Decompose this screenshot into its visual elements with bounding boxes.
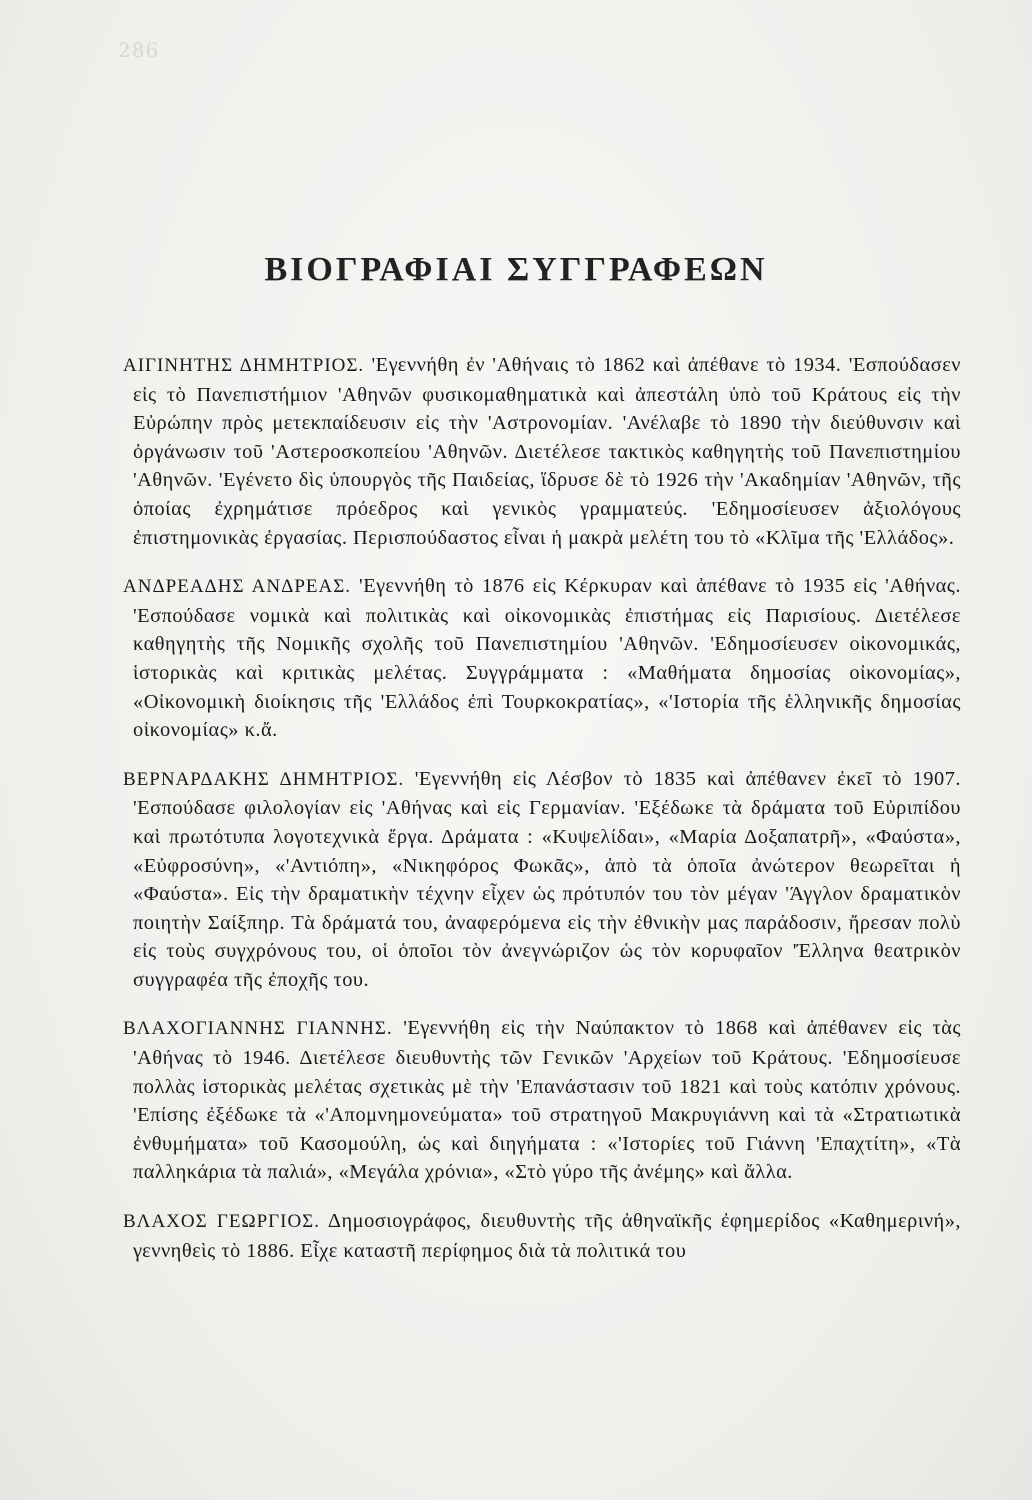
author-name: ΑΝΔΡΕΑΔΗΣ ΑΝΔΡΕΑΣ.	[123, 576, 352, 598]
page-title: ΒΙΟΓΡΑΦΙΑΙ ΣΥΓΓΡΑΦΕΩΝ	[264, 250, 768, 288]
author-name: ΒΕΡΝΑΡΔΑΚΗΣ ΔΗΜΗΤΡΙΟΣ.	[123, 768, 405, 790]
biography-entry	[123, 572, 961, 745]
biography-text: 'Εγεννήθη ἐν 'Αθήναις τὸ 1862 καὶ ἀπέθανε τὸ 1934. 'Εσπούδασεν εἰς τὸ Πανεπιστήμιον 'Αθηνῶν φυσικομαθηματικὰ καὶ ἀπεστάλη ὑπὸ τοῦ Κράτους εἰς τὴν Εὐρώπην πρὸς μετεκπαίδευσιν εἰς τὴν 'Αστρονομίαν. 'Ανέλαβε τὸ 1890 τὴν διεύθυνσιν καὶ ὀργάνωσιν τοῦ 'Αστεροσκοπείου 'Αθηνῶν. Διετέλεσε τακτικὸς καθηγητὴς τοῦ Πανεπιστημίου 'Αθηνῶν. 'Εγένετο δὶς ὑπουργὸς τῆς Παιδείας, ἵδρυσε δὲ τὸ 1926 τὴν 'Ακαδημίαν 'Αθηνῶν, τῆς ὁποίας ἐχρημάτισε πρόεδρος καὶ γενικὸς γραμματεύς. 'Εδημοσίευσεν ἀξιολόγους ἐπιστημονικὰς ἐργασίας. Περισπούδαστος εἶναι ἡ μακρὰ μελέτη του τὸ «Κλῖμα τῆς 'Ελλάδος».	[133, 354, 961, 549]
biography-text: 'Εγεννήθη εἰς τὴν Ναύπακτον τὸ 1868 καὶ ἀπέθανεν εἰς τὰς 'Αθήνας τὸ 1946. Διετέλεσε διευθυντὴς τῶν Γενικῶν 'Αρχείων τοῦ Κράτους. 'Εδημοσίευσε πολλὰς ἱστορικὰς μελέτας σχετικὰς μὲ τὴν 'Επανάστασιν τοῦ 1821 καὶ τοὺς κατόπιν χρόνους. 'Επίσης ἐξέδωκε τὰ «'Απομνημονεύματα» τοῦ στρατηγοῦ Μακρυγιάννη καὶ τὰ «Στρατιωτικὰ ἐνθυμήματα» τοῦ Κασομούλη, ὡς καὶ διηγήματα : «'Ιστορίες τοῦ Γιάννη 'Επαχτίτη», «Τὰ παλληκάρια τὰ παλιά», «Μεγάλα χρόνια», «Στὸ γύρο τῆς ἀνέμης» καὶ ἄλλα.	[133, 1017, 961, 1184]
biography-entry	[123, 1207, 961, 1265]
biography-text: 'Εγεννήθη τὸ 1876 εἰς Κέρκυραν καὶ ἀπέθανε τὸ 1935 εἰς 'Αθήνας. 'Εσπούδασε νομικὰ καὶ πολιτικὰς καὶ οἰκονομικὰς ἐπιστήμας εἰς Παρισίους. Διετέλεσε καθηγητὴς τῆς Νομικῆς σχολῆς τοῦ Πανεπιστημίου 'Αθηνῶν. 'Εδημοσίευσεν οἰκονομικάς, ἱστορικὰς καὶ κριτικὰς μελέτας. Συγγράμματα : «Μαθήματα δημοσίας οἰκονομίας», «Οἰκονομικὴ διοίκησις τῆς 'Ελλάδος ἐπὶ Τουρκοκρατίας», «'Ιστορία τῆς ἑλληνικῆς δημοσίας οἰκονομίας» κ.ἄ.	[133, 575, 961, 742]
biography-text: Δημοσιογράφος, διευθυντὴς τῆς ἀθηναϊκῆς ἐφημερίδος «Καθημερινή», γεννηθεὶς τὸ 1886. Εἶχε καταστῆ περίφημος διὰ τὰ πολιτικά του	[133, 1210, 962, 1262]
author-name: ΒΛΑΧΟΣ ΓΕΩΡΓΙΟΣ.	[123, 1211, 320, 1233]
page-number: 286	[118, 38, 160, 62]
biography-entry	[123, 1014, 961, 1187]
biography-entry	[123, 351, 961, 552]
biography-list	[123, 351, 961, 1285]
biography-entry	[123, 765, 961, 995]
author-name: ΒΛΑΧΟΓΙΑΝΝΗΣ ΓΙΑΝΝΗΣ.	[123, 1018, 393, 1040]
author-name: ΑΙΓΙΝΗΤΗΣ ΔΗΜΗΤΡΙΟΣ.	[123, 355, 365, 376]
biography-text: 'Εγεννήθη εἰς Λέσβον τὸ 1835 καὶ ἀπέθανεν ἐκεῖ τὸ 1907. 'Εσπούδασε φιλολογίαν εἰς 'Αθήνας καὶ εἰς Γερμανίαν. 'Εξέδωκε τὰ δράματα τοῦ Εὐριπίδου καὶ πρωτότυπα λογοτεχνικὰ ἔργα. Δράματα : «Κυψελίδαι», «Μαρία Δοξαπατρῆ», «Φαύστα», «Εὐφροσύνη», «'Αντιόπη», «Νικηφόρος Φωκᾶς», ἀπὸ τὰ ὁποῖα ἀνώτερον θεωρεῖται ἡ «Φαύστα». Εἰς τὴν δραματικὴν τέχνην εἶχεν ὡς πρότυπόν του τὸν μέγαν 'Άγγλον δραματικὸν ποιητὴν Σαίξπηρ. Τὰ δράματά του, ἀναφερόμενα εἰς τὴν ἐθνικὴν μας παράδοσιν, ἤρεσαν πολὺ εἰς τοὺς συγχρόνους του, οἱ ὁποῖοι τὸν ἀνεγνώριζον ὡς τὸν κορυφαῖον 'Έλληνα θεατρικὸν συγγραφέα τῆς ἐποχῆς του.	[133, 767, 961, 991]
